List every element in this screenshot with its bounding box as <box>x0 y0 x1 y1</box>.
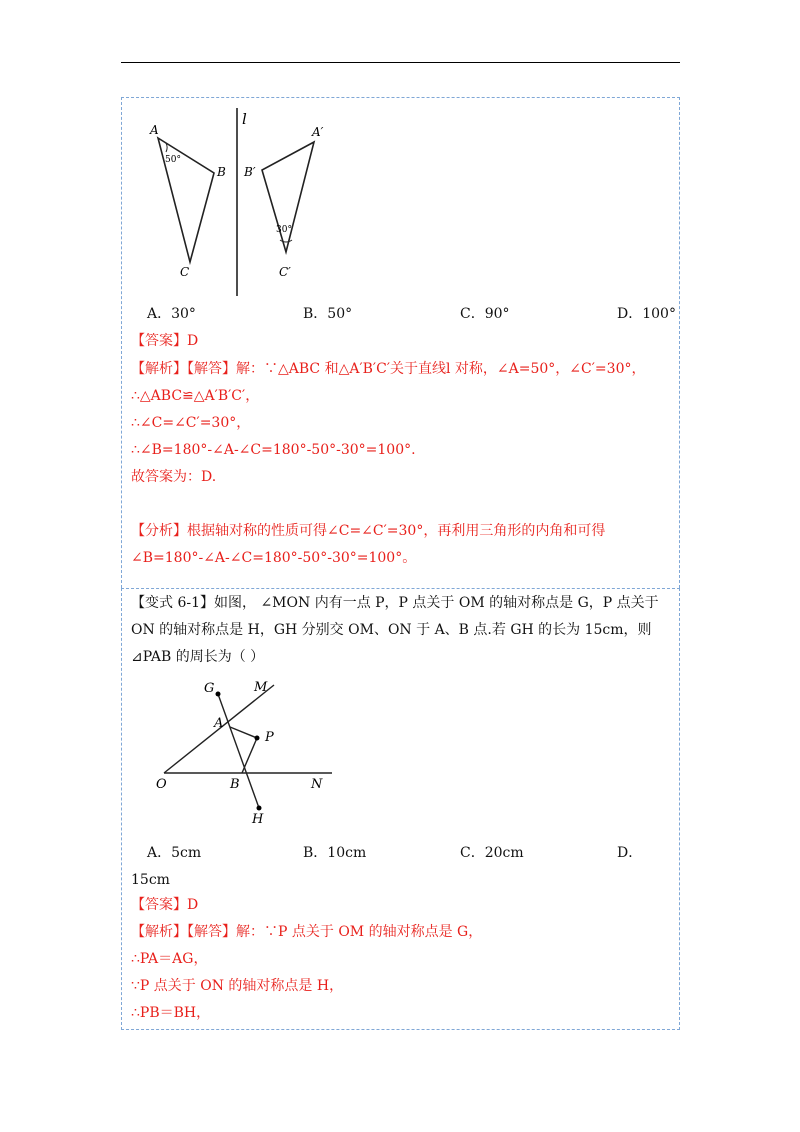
q2-solution-line: 【解析】【解答】解：∵P 点关于 OM 的轴对称点是 G， <box>131 924 483 940</box>
q1-answer: 【答案】D <box>131 333 199 349</box>
label-C2: C′ <box>279 265 291 279</box>
segment-BP <box>242 738 257 773</box>
q1-analysis-line: 【分析】根据轴对称的性质可得∠C=∠C′=30°，再利用三角形的内角和可得 <box>131 523 606 539</box>
label-B2: B′ <box>244 165 256 179</box>
q1-solution-line: ∴∠B=180°-∠A-∠C=180°-50°-30°=100°. <box>131 442 416 458</box>
label-C: C <box>180 265 190 279</box>
label-A: A <box>150 123 159 137</box>
q2-option-a: A．5cm <box>147 845 202 861</box>
triangle-a2b2c2 <box>262 142 314 252</box>
point-G <box>216 692 221 697</box>
angle-C2-label: 30° <box>276 225 292 235</box>
q1-option-c: C．90° <box>460 306 510 322</box>
q2-solution-line: ∴PA＝AG， <box>131 951 208 967</box>
q1-solution-line: 【解析】【解答】解：∵△ABC 和△A′B′C′关于直线l 对称，∠A=50°，∠C′=30°， <box>131 361 646 377</box>
label-l: l <box>242 110 247 128</box>
q2-option-d: D． <box>617 845 643 861</box>
figure-symmetric-triangles <box>140 104 340 299</box>
point-H <box>257 806 262 811</box>
q1-option-b: B．50° <box>303 306 353 322</box>
q1-solution-line: ∴△ABC≌△A′B′C′， <box>131 388 260 404</box>
label-H: H <box>252 812 264 827</box>
q2-option-d-value: 15cm <box>131 872 170 888</box>
label-O: O <box>156 777 167 792</box>
q2-solution-line: ∴PB＝BH， <box>131 1005 211 1021</box>
label-P: P <box>265 730 274 745</box>
q2-option-c: C．20cm <box>460 845 524 861</box>
label-A2: A′ <box>312 125 324 139</box>
q2-solution-line: ∵P 点关于 ON 的轴对称点是 H， <box>131 978 344 994</box>
point-P <box>255 736 260 741</box>
q1-option-a: A．30° <box>147 306 196 322</box>
label-G: G <box>204 681 215 696</box>
q2-answer: 【答案】D <box>131 897 199 913</box>
q2-stem-line: 【变式 6-1】如图， ∠MON 内有一点 P，P 点关于 OM 的轴对称点是 G，P 点关于 <box>131 595 659 611</box>
label-B: B <box>230 777 240 792</box>
figure-angle-mon <box>150 672 340 832</box>
q2-stem-line: ON 的轴对称点是 H，GH 分别交 OM、ON 于 A、B 点.若 GH 的长为 15cm，则 <box>131 622 652 638</box>
angle-A-label: 50° <box>165 155 181 165</box>
q2-option-b: B．10cm <box>303 845 367 861</box>
segment-AP <box>230 727 257 738</box>
label-B: B <box>217 165 226 179</box>
header-rule <box>121 62 680 63</box>
q1-solution-line: ∴∠C=∠C′=30°， <box>131 415 251 431</box>
label-A: A <box>214 716 224 731</box>
q1-conclusion: 故答案为：D. <box>131 469 217 485</box>
label-N: N <box>311 777 323 792</box>
label-M: M <box>254 680 268 695</box>
q1-option-d: D．100° <box>617 306 676 322</box>
q2-stem-line: ⊿PAB 的周长为（ ） <box>131 649 265 665</box>
q1-analysis-line: ∠B=180°-∠A-∠C=180°-50°-30°=100°。 <box>131 550 417 566</box>
